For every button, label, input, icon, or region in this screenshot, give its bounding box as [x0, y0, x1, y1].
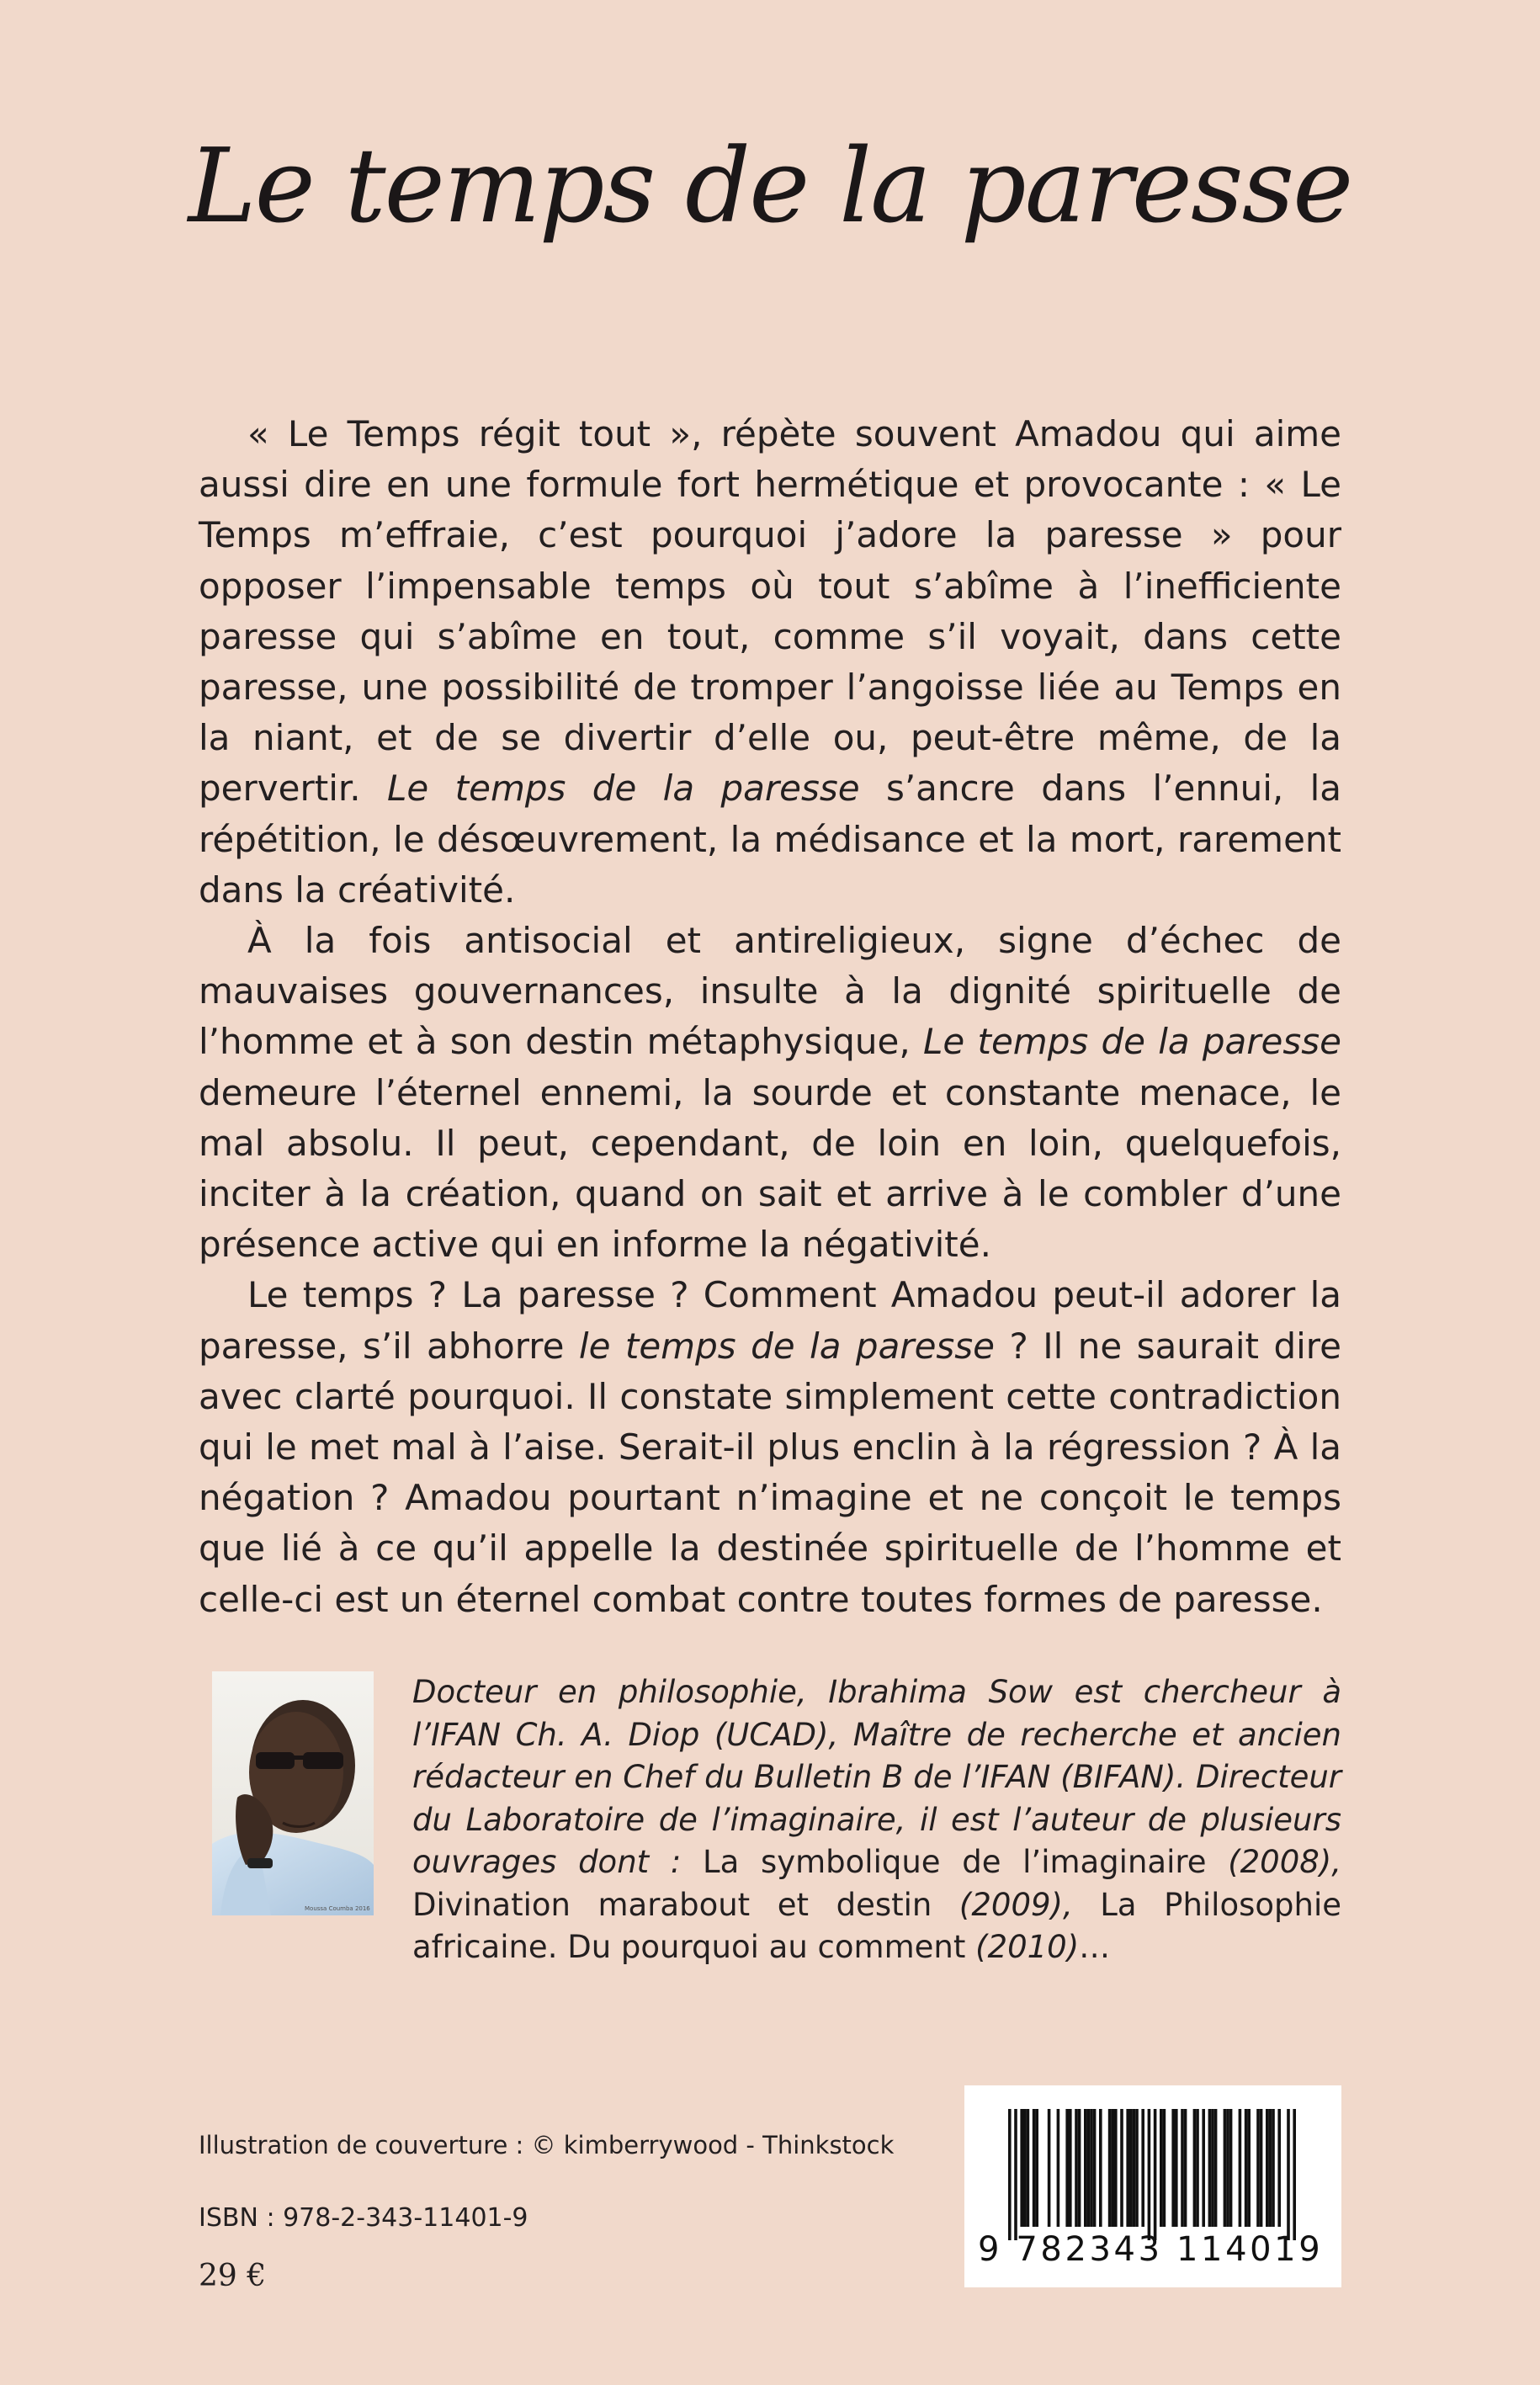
barcode-bar — [1171, 2109, 1175, 2227]
barcode-bar — [1184, 2109, 1187, 2227]
back-cover-blurb — [199, 409, 1341, 1625]
barcode-bar — [1084, 2109, 1087, 2227]
barcode-bar — [1090, 2109, 1093, 2227]
barcode-bar — [1035, 2109, 1038, 2227]
barcode-bar — [1239, 2109, 1242, 2227]
text-run: Le temps ? La paresse ? Comment Amadou peut-il adorer la paresse, s’il abhorre — [199, 1274, 1341, 1367]
barcode-bar — [1293, 2109, 1296, 2240]
barcode-bar — [1256, 2109, 1260, 2227]
barcode-bar — [1175, 2109, 1178, 2227]
barcode-bar — [1211, 2109, 1214, 2227]
barcode-bar — [1048, 2109, 1051, 2227]
barcode-bar — [1196, 2109, 1199, 2227]
text-run: Divination marabout et destin — [412, 1886, 959, 1923]
barcode-bar — [1069, 2109, 1072, 2227]
italic-text: Le temps de la paresse — [922, 1021, 1341, 1063]
barcode-bar — [1057, 2109, 1060, 2227]
text-run: La symbolique de l’imaginaire — [702, 1844, 1229, 1880]
barcode-bar — [1129, 2109, 1133, 2227]
barcode-bar — [1008, 2109, 1012, 2240]
barcode-digits: 9 782343 114019 — [978, 2230, 1324, 2269]
barcode-bar — [1181, 2109, 1184, 2227]
text-run: s’ancre dans l’ennui, la répétition, le désœuvrement, la médisance et la mort, rarement dans la créativité. — [199, 768, 1341, 911]
price: 29 € — [199, 2259, 267, 2293]
text-run: La Philosophie africaine. Du pourquoi au comment — [412, 1886, 1341, 1965]
barcode-bar — [1093, 2109, 1097, 2227]
barcode-bar — [1133, 2109, 1136, 2227]
barcode-bar — [1114, 2109, 1118, 2227]
barcode-bar — [1141, 2109, 1144, 2227]
barcode-bar — [1033, 2109, 1036, 2227]
barcode-bar — [1277, 2109, 1281, 2227]
barcode-bar — [1148, 2109, 1151, 2240]
barcode-bar — [1078, 2109, 1081, 2227]
barcode-bar — [1269, 2109, 1272, 2227]
barcode-bar — [1202, 2109, 1205, 2227]
text-run: « Le Temps régit tout », répète souvent Amadou qui aime aussi dire en une formule fort hermétique et provocante : « Le Temps m’effraie, c’est pourquoi j’adore la paresse » pour opposer l’impensable temps où tout s’abîme à l’inefficiente paresse qui s’abîme en tout, comme s’il voyait, dans cette paresse, une possibilité de tromper l’angoisse liée au Temps en la niant, et de se divertir d’elle ou, peut-être même, de la pervertir. — [199, 413, 1341, 810]
italic-text: (2008), — [1228, 1844, 1341, 1880]
barcode-bar — [1135, 2109, 1139, 2227]
barcode-bar — [1272, 2109, 1275, 2227]
photo-credit-text: Moussa Coumba 2016 — [305, 1905, 370, 1912]
barcode-bar — [1163, 2109, 1166, 2227]
author-bio — [412, 1671, 1341, 1969]
barcode-bar — [1065, 2109, 1069, 2227]
italic-text: le temps de la paresse — [578, 1325, 996, 1367]
barcode-bar — [1027, 2109, 1030, 2227]
barcode-bar — [1154, 2109, 1157, 2240]
author-photo — [212, 1671, 374, 1915]
blurb-paragraph-3 — [199, 1270, 1341, 1624]
isbn: ISBN : 978-2-343-11401-9 — [199, 2203, 528, 2233]
text-run: ? Il ne saurait dire avec clarté pourquoi. Il constate simplement cette contradiction qui le met mal à l’aise. Serait-il plus enclin à la régression ? À la négation ? Amadou pourtant n’imagine et ne conçoit le temps que lié à ce qu’il appelle la destinée spirituelle de l’homme et celle-ci est un éternel combat contre toutes formes de paresse. — [199, 1325, 1341, 1620]
barcode-bar — [1266, 2109, 1269, 2227]
text-run: À la fois antisocial et antireligieux, signe d’échec de mauvaises gouvernances, insulte à la dignité spirituelle de l’homme et à son destin métaphysique, — [199, 920, 1341, 1063]
text-run: … — [1079, 1929, 1111, 1965]
barcode-bar — [1260, 2109, 1263, 2227]
barcode-bar — [1126, 2109, 1129, 2227]
barcode-bar — [1075, 2109, 1078, 2227]
barcode-bar — [1229, 2109, 1233, 2227]
barcode-bar — [1087, 2109, 1091, 2227]
barcode-bar — [1226, 2109, 1229, 2227]
blurb-paragraph-1 — [199, 409, 1341, 916]
barcode-bar — [1287, 2109, 1290, 2240]
barcode-bar — [1214, 2109, 1218, 2227]
barcode-bar — [1111, 2109, 1114, 2227]
barcode-bar — [1014, 2109, 1017, 2240]
barcode-bar — [1160, 2109, 1163, 2227]
cover-credit: Illustration de couverture : © kimberrywood - Thinkstock — [199, 2131, 895, 2159]
barcode-bar — [1208, 2109, 1212, 2227]
barcode-bar — [1108, 2109, 1112, 2227]
barcode-bar — [1099, 2109, 1102, 2227]
italic-text: Docteur en philosophie, Ibrahima Sow est chercheur à l’IFAN Ch. A. Diop (UCAD), Maître de recherche et ancien rédacteur en Chef du Bulletin B de l’IFAN (BIFAN). Directeur du Laboratoire de l’imaginaire, il est l’auteur de plusieurs ouvrages dont : — [412, 1674, 1341, 1880]
italic-text: (2009), — [959, 1886, 1073, 1923]
italic-text: Le temps de la paresse — [387, 768, 860, 810]
barcode-bar — [1023, 2109, 1027, 2227]
text-run: demeure l’éternel ennemi, la sourde et constante menace, le mal absolu. Il peut, cependant, de loin en loin, quelquefois, inciter à la création, quand on sait et arrive à le combler d’une présence active qui en informe la négativité. — [199, 1071, 1341, 1266]
barcode-bar — [1245, 2109, 1248, 2227]
barcode-bar — [1224, 2109, 1227, 2227]
barcode-bar — [1020, 2109, 1023, 2227]
barcode-bar — [1193, 2109, 1197, 2227]
barcode-bar — [1120, 2109, 1123, 2227]
book-title: Le temps de la paresse — [188, 126, 1352, 246]
blurb-paragraph-2 — [199, 916, 1341, 1270]
italic-text: (2010) — [975, 1929, 1080, 1965]
barcode — [964, 2085, 1341, 2287]
barcode-bar — [1247, 2109, 1251, 2227]
